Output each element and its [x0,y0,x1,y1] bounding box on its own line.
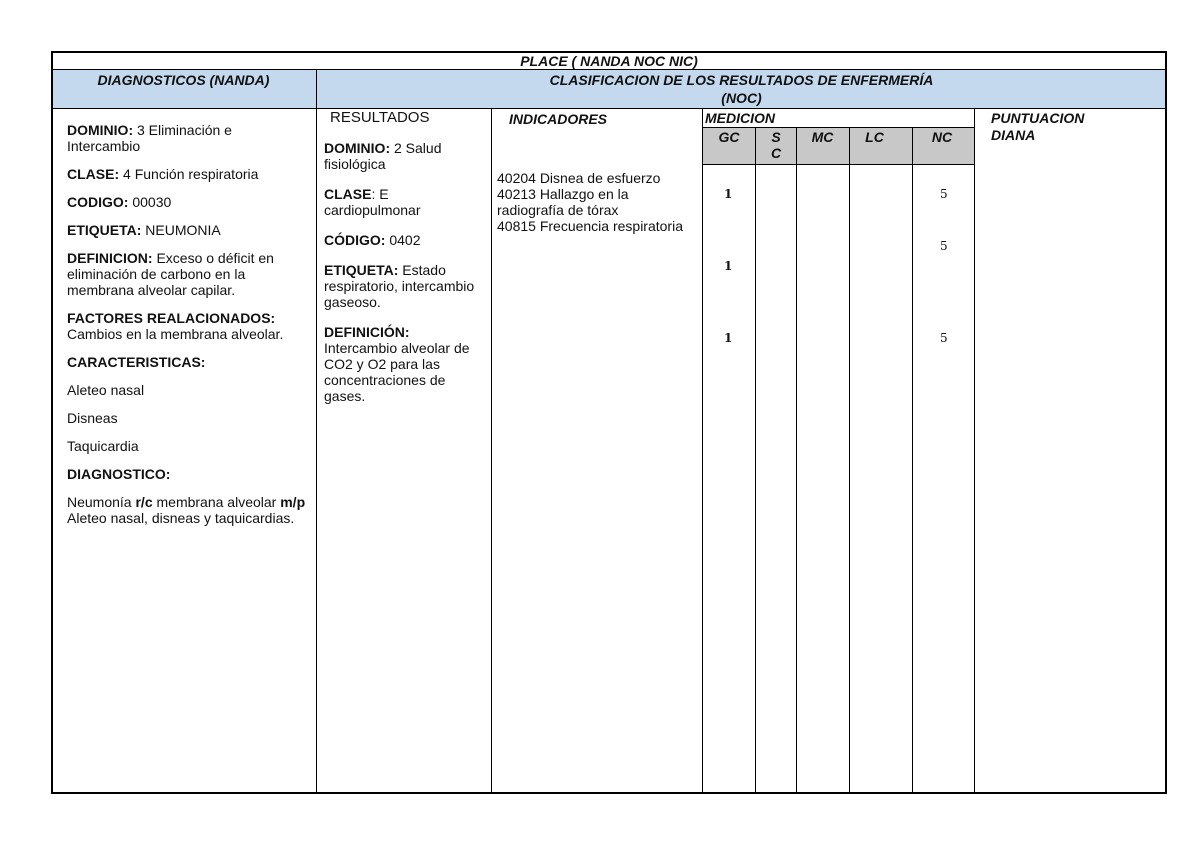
resultados-codigo: CÓDIGO: 0402 [324,232,421,248]
gc-value: 1 [724,331,733,345]
nanda-dominio: DOMINIO: 3 Eliminación e Intercambio [67,122,232,154]
document-title: PLACE ( NANDA NOC NIC) [520,53,698,69]
col-header-nc: NC [931,129,953,145]
col-divider-1 [316,69,317,794]
nanda-codigo: CODIGO: 00030 [67,194,172,210]
gc-value: 1 [724,259,733,273]
resultados-clase: CLASE: E cardiopulmonar [324,186,421,218]
col-divider-2 [491,108,492,794]
resultados-definicion-text: Intercambio alveolar de CO2 y O2 para las concentraciones de gases. [324,340,470,404]
nanda-etiqueta: ETIQUETA: NEUMONIA [67,222,221,238]
nc-value: 5 [940,187,948,201]
indicador-item: 40213 Hallazgo en la radiografía de tórax [497,186,629,218]
nanda-column [67,122,307,526]
resultados-dominio: DOMINIO: 2 Salud fisiológica [324,140,442,172]
nc-value: 5 [940,331,948,345]
table-border-bottom [51,792,1167,794]
nanda-diagnostico-label: DIAGNOSTICO: [67,466,171,482]
caracteristica-item: Aleteo nasal [67,382,145,398]
medicion-subheader-bottom [703,164,975,165]
indicadores-header: INDICADORES [509,111,608,127]
col-divider-mc [849,127,850,794]
indicador-item: 40815 Frecuencia respiratoria [497,218,683,234]
nanda-factores: FACTORES REALACIONADOS: Cambios en la membrana alveolar. [67,310,284,342]
medicion-divider [703,127,975,128]
nanda-clase: CLASE: 4 Función respiratoria [67,166,259,182]
caracteristica-item: Taquicardia [67,438,139,454]
puntuacion-header-line2: DIANA [991,127,1036,143]
col-header-lc: LC [865,129,884,145]
resultados-etiqueta: ETIQUETA: Estado respiratorio, intercambio gaseoso. [324,262,475,310]
col-divider-gc [755,127,756,794]
resultados-column [324,110,484,404]
puntuacion-header-line1: PUNTUACION [991,110,1085,126]
col-divider-sc [796,127,797,794]
nanda-definicion: DEFINICION: Exceso o déficit en eliminación de carbono en la membrana alveolar capilar. [67,250,274,298]
col-header-mc: MC [811,129,834,145]
caracteristica-item: Disneas [67,410,118,426]
nanda-header: DIAGNOSTICOS (NANDA) [97,72,270,88]
col-header-sc: S C [770,129,782,161]
medicion-header: MEDICION [705,110,775,126]
col-divider-3 [702,108,703,794]
col-divider-nc [974,108,975,794]
gc-value: 1 [724,187,733,201]
resultados-definicion-label: DEFINICIÓN: [324,324,410,340]
nanda-caracteristicas-label: CARACTERISTICAS: [67,354,206,370]
nanda-diagnostico-text: Neumonía r/c membrana alveolar m/p Aleteo nasal, disneas y taquicardias. [67,494,306,526]
table-border-left [51,51,53,794]
col-header-gc: GC [718,129,740,145]
indicadores-list [497,170,697,234]
indicador-item: 40204 Disnea de esfuerzo [497,170,661,186]
col-divider-lc [912,127,913,794]
table-border-right [1165,51,1167,794]
noc-header-line1: CLASIFICACION DE LOS RESULTADOS DE ENFERMERÍA [549,72,934,88]
title-row-divider [51,69,1167,70]
nc-value: 5 [940,239,948,253]
header-row-divider [51,108,1167,109]
noc-header-line2: (NOC) [721,90,762,106]
resultados-header: RESULTADOS [330,109,430,126]
